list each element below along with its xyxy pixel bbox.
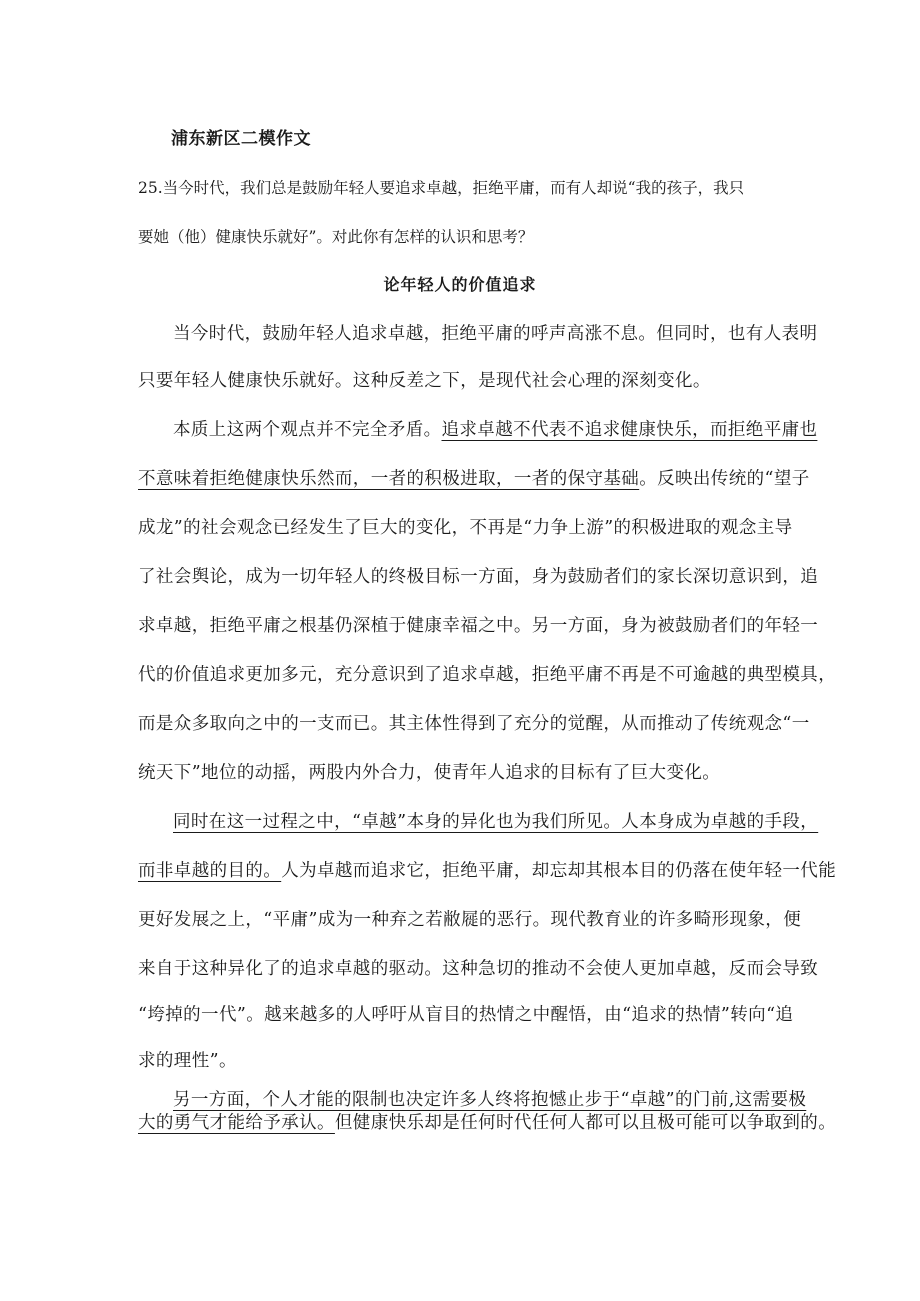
paragraph-3-line-3: 更好发展之上，“平庸”成为一种弃之若敝屣的恶行。现代教育业的许多畸形现象，便 [138, 910, 802, 930]
paragraph-2-line-2-plain: 。反映出传统的“望子 [639, 469, 810, 489]
paragraph-1-line-2: 只要年轻人健康快乐就好。这种反差之下，是现代社会心理的深刻变化。 [138, 371, 711, 391]
paragraph-2-line-1 [173, 416, 817, 441]
paragraph-2-line-2 [138, 465, 810, 490]
paragraph-3-line-2-plain: 人为卓越而追求它，拒绝平庸，却忘却其根本目的仍落在使年轻一代能 [281, 861, 837, 881]
paragraph-4-line-1 [173, 1086, 806, 1111]
paragraph-2-line-3: 成龙”的社会观念已经发生了巨大的变化，不再是“力争上游”的积极进取的观念主导 [138, 518, 793, 538]
paragraph-4-line-1-underlined: 另一方面，个人才能的限制也决定许多人终将抱憾止步于“卓越”的门前,这需要极 [173, 1090, 807, 1110]
question-line-2: 要她（他）健康快乐就好”。对此你有怎样的认识和思考？ [138, 228, 534, 246]
paragraph-2-line-5: 求卓越，拒绝平庸之根基仍深植于健康幸福之中。另一方面，身为被鼓励者们的年轻一 [138, 616, 819, 636]
paragraph-2-line-1-plain: 本质上这两个观点并不完全矛盾。 [173, 420, 442, 440]
paragraph-3-line-4: 来自于这种异化了的追求卓越的驱动。这种急切的推动不会使人更加卓越，反而会导致 [138, 959, 819, 979]
paragraph-2-line-6: 代的价值追求更加多元，充分意识到了追求卓越，拒绝平庸不再是不可逾越的典型模具， [138, 665, 837, 685]
paragraph-2-line-4: 了社会舆论，成为一切年轻人的终极目标一方面，身为鼓励者们的家长深切意识到，追 [138, 567, 819, 587]
paragraph-2-line-1-underlined: 追求卓越不代表不追求健康快乐，而拒绝平庸也 [441, 420, 818, 440]
paragraph-1-line-1: 当今时代，鼓励年轻人追求卓越，拒绝平庸的呼声高涨不息。但同时，也有人表明 [173, 324, 818, 344]
paragraph-2-line-2-underlined: 不意味着拒绝健康快乐然而，一者的积极进取，一者的保守基础 [138, 469, 640, 489]
paragraph-4-line-2 [138, 1109, 836, 1134]
paragraph-3-line-5: “垮掉的一代”。越来越多的人呼吁从盲目的热情之中醒悟，由“追求的热情”转向“追 [138, 1005, 794, 1025]
paragraph-3-line-1-underlined: 同时在这一过程之中，“卓越”本身的异化也为我们所见。人本身成为卓越的手段， [173, 812, 819, 832]
paragraph-3-line-2 [138, 857, 836, 882]
paragraph-2-line-8: 统天下”地位的动摇，两股内外合力，使青年人追求的目标有了巨大变化。 [138, 763, 721, 783]
paragraph-3-line-6: 求的理性”。 [138, 1051, 237, 1071]
paragraph-3-line-1 [173, 808, 818, 833]
document-heading: 浦东新区二模作文 [171, 129, 311, 149]
paragraph-2-line-7: 而是众多取向之中的一支而已。其主体性得到了充分的觉醒，从而推动了传统观念“一 [138, 714, 810, 734]
paragraph-4-line-2-plain: 但健康快乐却是任何时代任何人都可以且极可能可以争取到的。 [334, 1113, 837, 1133]
paragraph-4-line-2-underlined: 大的勇气才能给予承认。 [138, 1113, 335, 1133]
essay-title: 论年轻人的价值追求 [383, 275, 537, 294]
paragraph-3-line-2-underlined: 而非卓越的目的。 [138, 861, 282, 881]
question-line-1: 25.当今时代，我们总是鼓励年轻人要追求卓越，拒绝平庸，而有人却说“我的孩子，我只 [138, 179, 745, 197]
